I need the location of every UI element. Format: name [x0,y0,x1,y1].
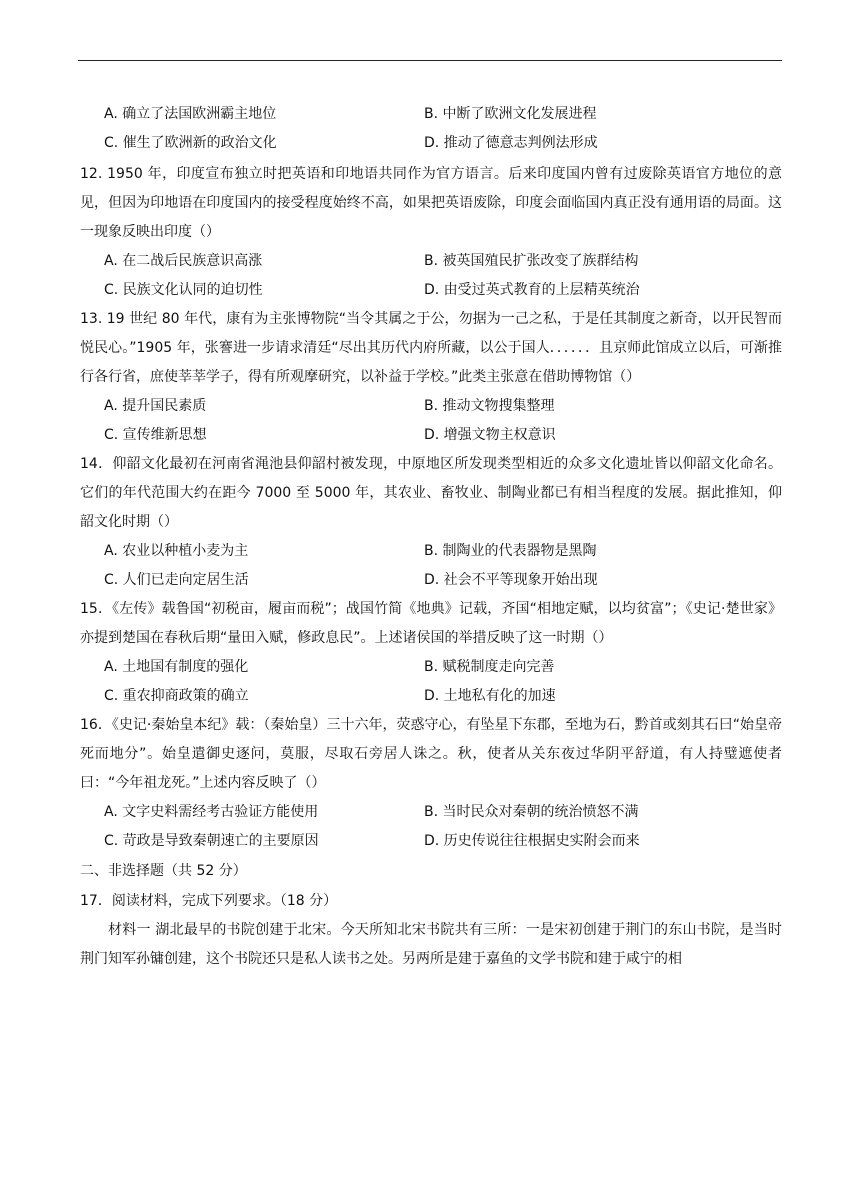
q12-stem: 12. 1950 年，印度宣布独立时把英语和印地语共同作为官方语言。后来印度国内曾有过废除英语官方地位的意见，但因为印地语在印度国内的接受程度始终不高，如果把英语废除，印度会面临国内真正没有通用语的局面。这一现象反映出印度（） [80,166,782,240]
q12-option-b: B. 被英国殖民扩张改变了族群结构 [424,253,639,269]
q14-option-c: C. 人们已走向定居生活 [104,572,249,588]
q14-options [80,537,782,595]
q16-stem: 16．《史记·秦始皇本纪》载：（秦始皇）三十六年，荧惑守心，有坠星下东郡，至地为石，黔首或刻其石曰“始皇帝死而地分”。始皇遣御史逐问，莫服，尽取石旁居人诛之。秋，使者从关东夜过华阴平舒道，有人持璧遮使者曰：“今年祖龙死。”上述内容反映了（） [80,717,782,791]
q14-stem: 14．仰韶文化最初在河南省渑池县仰韶村被发现，中原地区所发现类型相近的众多文化遗址皆以仰韶文化命名。它们的年代范围大约在距今 7000 至 5000 年，其农业、畜牧业、制陶业都已有相当程度的发展。据此推知，仰韶文化时期（） [80,456,782,530]
q15-option-c: C. 重农抑商政策的确立 [104,688,249,704]
q13-option-a: A. 提升国民素质 [104,398,207,414]
q15-option-a: A. 土地国有制度的强化 [104,659,249,675]
q11-option-c: C. 催生了欧洲新的政治文化 [104,135,277,151]
q15-stem: 15．《左传》载鲁国“初税亩，履亩而税”；战国竹简《地典》记载，齐国“相地定赋，以均贫富”；《史记·楚世家》亦提到楚国在春秋后期“量田入赋，修政息民”。上述诸侯国的举措反映了这一时期（） [80,601,782,646]
q11-option-b: B. 中断了欧洲文化发展进程 [424,106,597,122]
section-heading: 二、非选择题（共 52 分） [80,863,247,879]
q13-option-c: C. 宣传维新思想 [104,427,207,443]
q11-option-d: D. 推动了德意志判例法形成 [424,135,598,151]
q13-stem: 13. 19 世纪 80 年代，康有为主张博物院“当令其属之于公，勿据为一己之私，于是任其制度之新奇，以开民智而悦民心。”1905 年，张謇进一步请求清廷“尽出其历代内府所藏，以公于国人．．．．．．且京师此馆成立以后，可渐推行各行省，庶使莘莘学子，得有所观摩研究，以补益于学校。”此类主张意在借助博物馆（） [80,311,782,385]
q14-option-d: D. 社会不平等现象开始出现 [424,572,598,588]
q15-options [80,653,782,711]
q13-option-b: B. 推动文物搜集整理 [424,398,555,414]
q13-option-d: D. 增强文物主权意识 [424,427,556,443]
q12-options [80,247,782,305]
q16-option-c: C. 苛政是导致秦朝速亡的主要原因 [104,833,319,849]
q12-option-a: A. 在二战后民族意识高涨 [104,253,263,269]
q11-options [80,100,782,158]
q16-option-b: B. 当时民众对秦朝的统治愤怒不满 [424,804,639,820]
q17-stem: 17．阅读材料，完成下列要求。（18 分） [80,893,338,909]
q17-material: 材料一 湖北最早的书院创建于北宋。今天所知北宋书院共有三所：一是宋初创建于荆门的东山书院，是当时荆门知军孙镛创建，这个书院还只是私人读书之处。另两所是建于嘉鱼的文学书院和建于咸宁的相 [80,922,782,967]
header-rule [78,60,782,61]
q13-options [80,392,782,450]
q16-option-d: D. 历史传说往往根据史实附会而来 [424,833,640,849]
q15-option-b: B. 赋税制度走向完善 [424,659,555,675]
q11-option-a: A. 确立了法国欧洲霸主地位 [104,106,277,122]
exam-page [80,98,782,974]
q15-option-d: D. 土地私有化的加速 [424,688,556,704]
q16-options [80,798,782,856]
q16-option-a: A. 文字史料需经考古验证方能使用 [104,804,319,820]
q14-option-a: A. 农业以种植小麦为主 [104,543,249,559]
q12-option-c: C. 民族文化认同的迫切性 [104,282,263,298]
q12-option-d: D. 由受过英式教育的上层精英统治 [424,282,640,298]
q14-option-b: B. 制陶业的代表器物是黑陶 [424,543,597,559]
